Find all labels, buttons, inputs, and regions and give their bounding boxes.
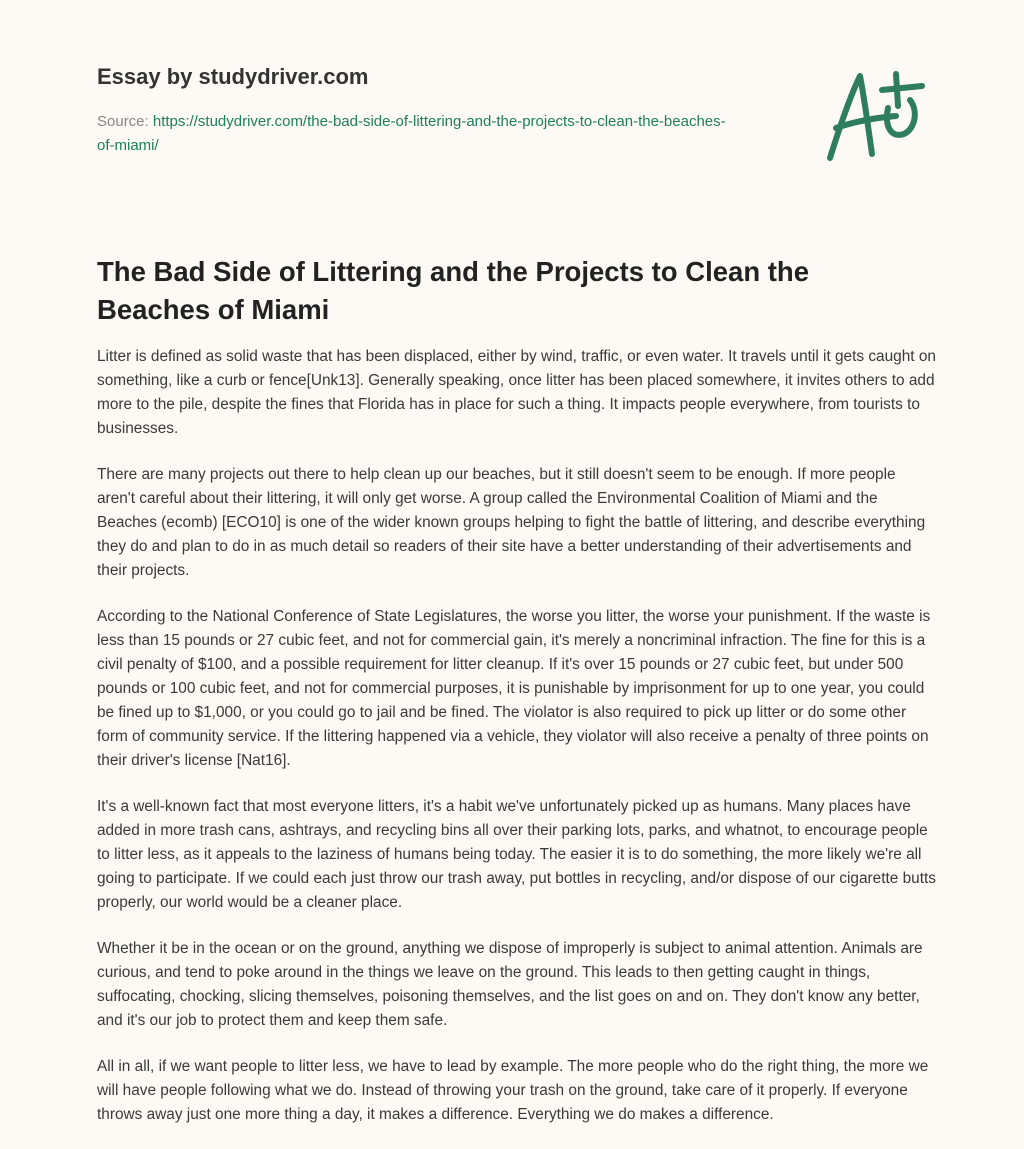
source-label: Source: <box>97 113 149 130</box>
paragraph: All in all, if we want people to litter less, we have to lead by example. The more people who do the right thing, the more we will have people following what we do. Instead of throwing your trash on the ground, take care of it properly. If everyone throws away just one more thing a day, it makes a difference. Everything we do makes a difference. <box>97 1058 929 1123</box>
a-plus-logo-icon <box>818 66 928 166</box>
source-line <box>97 110 737 158</box>
article-body <box>97 345 937 1149</box>
site-brand: Essay by studydriver.com <box>97 64 369 89</box>
paragraph: According to the National Conference of State Legislatures, the worse you litter, the worse your punishment. If the waste is less than 15 pounds or 27 cubic feet, and not for commercial gain, it's merely a noncriminal infraction. The fine for this is a civil penalty of $100, and a possible requirement for litter cleanup. If it's over 15 pounds or 27 cubic feet, but under 500 pounds or 100 cubic feet, and not for commercial purposes, it is punishable by imprisonment for up to one year, you could be fined up to $1,000, or you could go to jail and be fined. The violator is also required to pick up litter or do some other form of community service. If the littering happened via a vehicle, they violator will also receive a penalty of three points on their driver's license [Nat16]. <box>97 608 931 769</box>
article-title: The Bad Side of Littering and the Projects to Clean the Beaches of Miami <box>97 256 810 325</box>
source-link[interactable]: https://studydriver.com/the-bad-side-of-littering-and-the-projects-to-clean-the-beaches-of-miami/ <box>97 113 726 154</box>
paragraph: Whether it be in the ocean or on the ground, anything we dispose of improperly is subject to animal attention. Animals are curious, and tend to poke around in the things we leave on the ground. This leads to then getting caught in things, suffocating, chocking, slicing themselves, poisoning themselves, and the list goes on and on. They don't know any better, and it's our job to protect them and keep them safe. <box>97 940 923 1029</box>
paragraph: There are many projects out there to help clean up our beaches, but it still doesn't seem to be enough. If more people aren't careful about their littering, it will only get worse. A group called the Environmental Coalition of Miami and the Beaches (ecomb) [ECO10] is one of the wider known groups helping to fight the battle of littering, and describe everything they do and plan to do in as much detail so readers of their site have a better understanding of their advertisements and their projects. <box>97 466 926 579</box>
paragraph: Litter is defined as solid waste that has been displaced, either by wind, traffic, or even water. It travels until it gets caught on something, like a curb or fence[Unk13]. Generally speaking, once litter has been placed somewhere, it invites others to add more to the pile, despite the fines that Florida has in place for such a thing. It impacts people everywhere, from tourists to businesses. <box>97 348 936 437</box>
paragraph: It's a well-known fact that most everyone litters, it's a habit we've unfortunately picked up as humans. Many places have added in more trash cans, ashtrays, and recycling bins all over their parking lots, parks, and whatnot, to encourage people to litter less, as it appeals to the laziness of humans being today. The easier it is to do something, the more likely we're all going to participate. If we could each just throw our trash away, put bottles in recycling, and/or dispose of our cigarette butts properly, our world would be a cleaner place. <box>97 798 936 911</box>
